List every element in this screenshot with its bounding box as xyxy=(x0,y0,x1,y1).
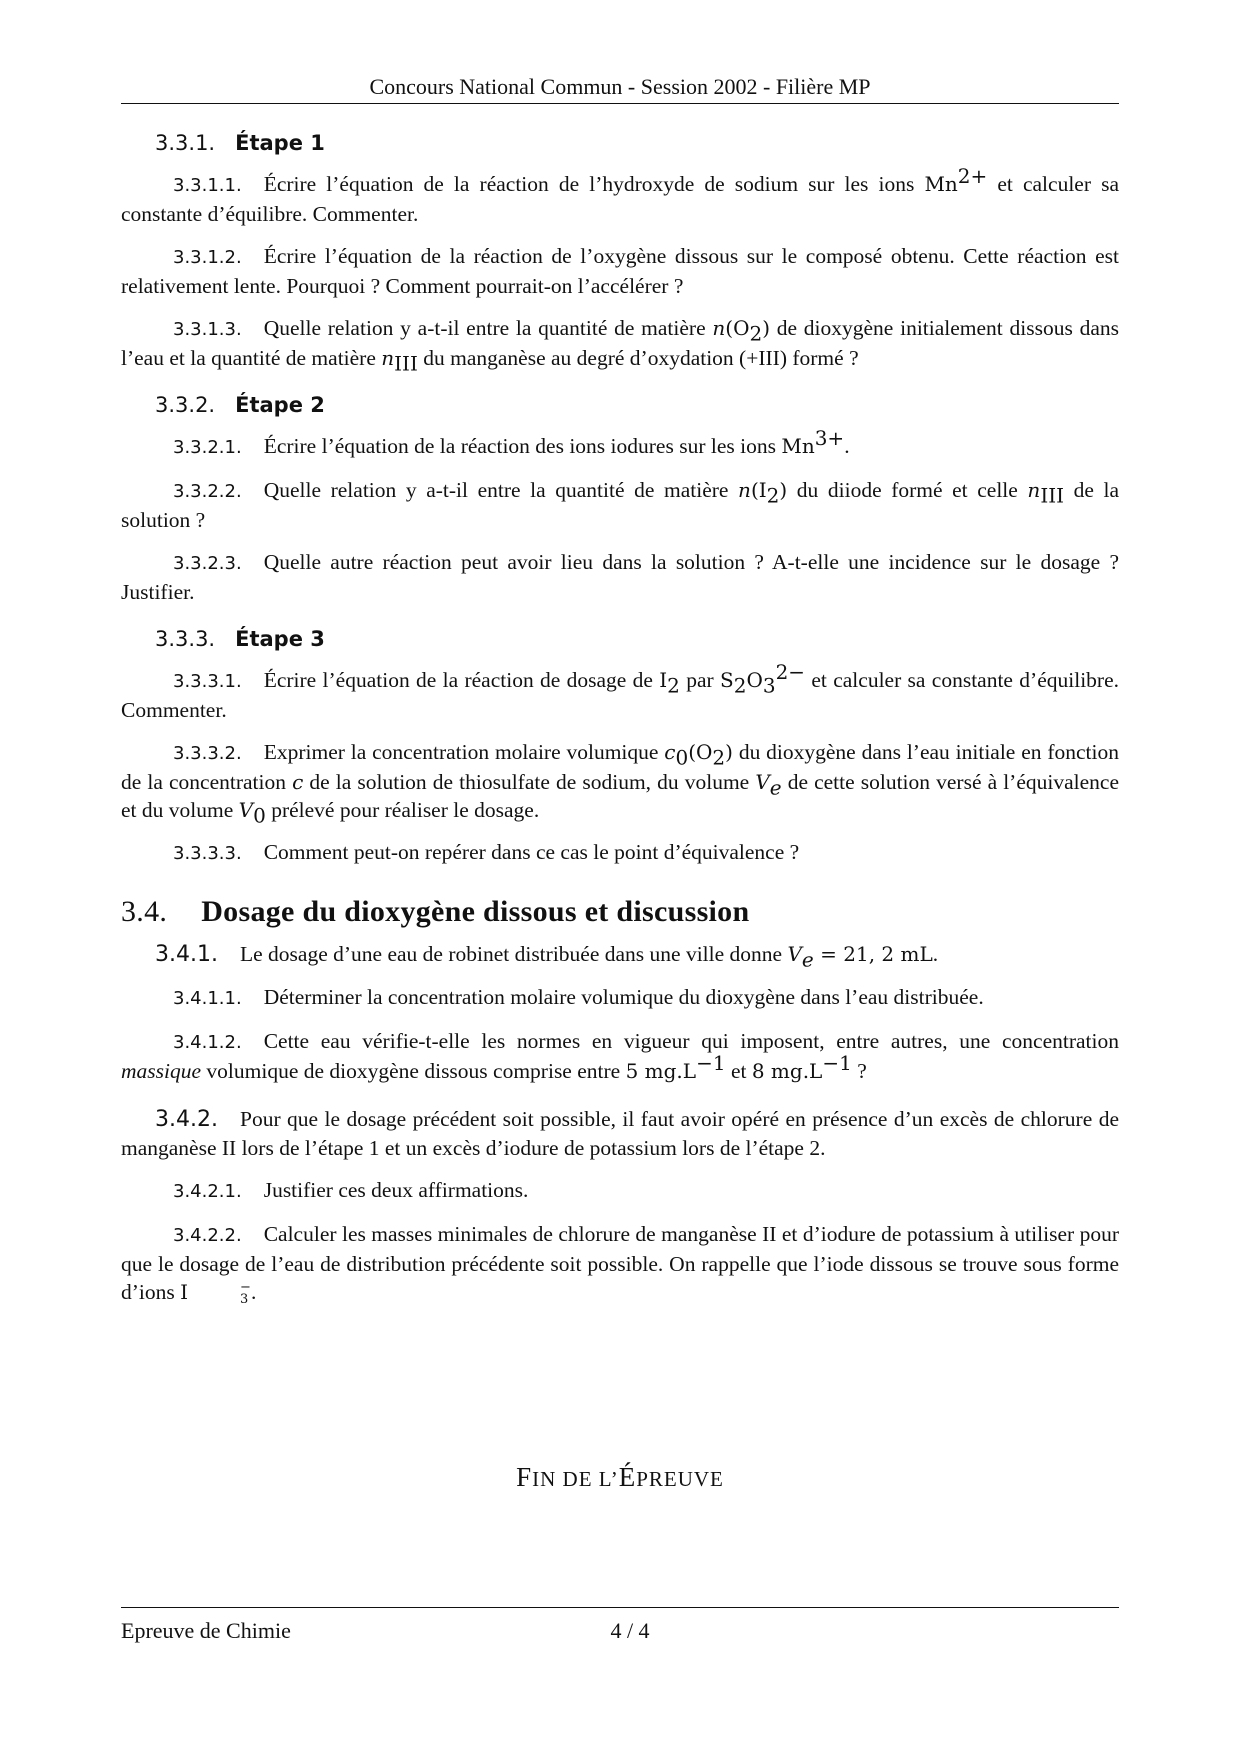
subsection-title: Étape 1 xyxy=(235,131,325,155)
paragraph-3-4-2: 3.4.2. Pour que le dosage précédent soit possible, il faut avoir opéré en présence d’un excès de chlorure de manganèse II lors de l’étape 1 et un excès d’iodure de potassium lors de l’étape 2. xyxy=(121,1107,1119,1160)
page-header: Concours National Commun - Session 2002 - Filière MP xyxy=(369,74,871,99)
subsection-title: Étape 3 xyxy=(235,627,325,651)
question-3-3-1-3: 3.3.1.3. Quelle relation y a-t-il entre la quantité de matière $n(O_2)$ de dioxygène initialement dissous dans l’eau et la quantité de matière $n_{III}$ du manganèse au degré d’oxydation (+III) formé ? xyxy=(121,316,1119,376)
subsection-title: Étape 2 xyxy=(235,393,325,417)
question-3-4-1-1: 3.4.1.1. Déterminer la concentration molaire volumique du dioxygène dans l’eau distribuée. xyxy=(173,985,984,1009)
question-3-4-1-2: 3.4.1.2. Cette eau vérifie-t-elle les normes en vigueur qui imposent, entre autres, une concentration massique volumique de dioxygène dissous comprise entre 5 $mg.L^{-1}$ et 8 $mg.L^{-1}$ ? xyxy=(121,1029,1119,1083)
question-3-3-1-2: 3.3.1.2. Écrire l’équation de la réaction de l’oxygène dissous sur le composé obtenu. Cette réaction est relativement lente. Pourquoi ? Comment pourrait-on l’accélérer ? xyxy=(121,244,1119,298)
question-3-4-2-1: 3.4.2.1. Justifier ces deux affirmations. xyxy=(173,1178,529,1202)
subsection-3-3-1: 3.3.1. Étape 1 xyxy=(155,131,325,155)
subsection-3-3-3: 3.3.3. Étape 3 xyxy=(155,627,325,651)
footer-rule xyxy=(121,1607,1119,1608)
end-of-exam: FIN DE L’ÉPREUVE xyxy=(516,1462,724,1492)
page-body xyxy=(121,128,1119,1320)
question-3-3-2-1: 3.3.2.1. Écrire l’équation de la réaction des ions iodures sur les ions $Mn^{3+}$. xyxy=(173,425,850,458)
question-3-3-2-2: 3.3.2.2. Quelle relation y a-t-il entre la quantité de matière $n(I_2)$ du diiode formé et celle $n_{III}$ de la solution ? xyxy=(121,478,1120,532)
question-3-3-3-1: 3.3.3.1. Écrire l’équation de la réaction de dosage de $I_2$ par $S_2O_3^{2-}$ et calculer sa constante d’équilibre. Commenter. xyxy=(121,659,1119,722)
question-3-3-3-3: 3.3.3.3. Comment peut-on repérer dans ce cas le point d’équivalence ? xyxy=(173,840,800,864)
section-3-4: 3.4. Dosage du dioxygène dissous et discussion xyxy=(121,895,750,928)
subsection-3-3-2: 3.3.2. Étape 2 xyxy=(155,393,325,417)
footer-subject: Epreuve de Chimie xyxy=(121,1618,291,1643)
question-3-4-2-2: 3.4.2.2. Calculer les masses minimales de chlorure de manganèse II et d’iodure de potassium à utiliser pour que le dosage de l’eau de distribution précédente soit possible. On rappelle que l’iode dissous se trouve sous forme d’ions I − 3 . xyxy=(121,1222,1119,1308)
question-3-3-1-1: 3.3.1.1. Écrire l’équation de la réaction de l’hydroxyde de sodium sur les ions $Mn^{2+}$ et calculer sa constante d’équilibre. Commenter. xyxy=(121,163,1119,226)
question-3-3-2-3: 3.3.2.3. Quelle autre réaction peut avoir lieu dans la solution ? A-t-elle une incidence sur le dosage ? Justifier. xyxy=(121,550,1119,604)
section-title: Dosage du dioxygène dissous et discussion xyxy=(201,895,750,928)
paragraph-3-4-1: 3.4.1. Le dosage d’une eau de robinet distribuée dans une ville donne $V_e = 21$, 2 mL. xyxy=(155,942,939,972)
header-rule xyxy=(121,103,1119,104)
question-3-3-3-2: 3.3.3.2. Exprimer la concentration molaire volumique $c_0(O_2)$ du dioxygène dans l’eau initiale en fonction de la concentration c de la solution de thiosulfate de sodium, du volume $V_e$ de cette solution versé à l’équivalence et du volume $V_0$ prélevé pour réaliser le dosage. xyxy=(121,740,1120,828)
page-number: 4 / 4 xyxy=(610,1618,650,1643)
